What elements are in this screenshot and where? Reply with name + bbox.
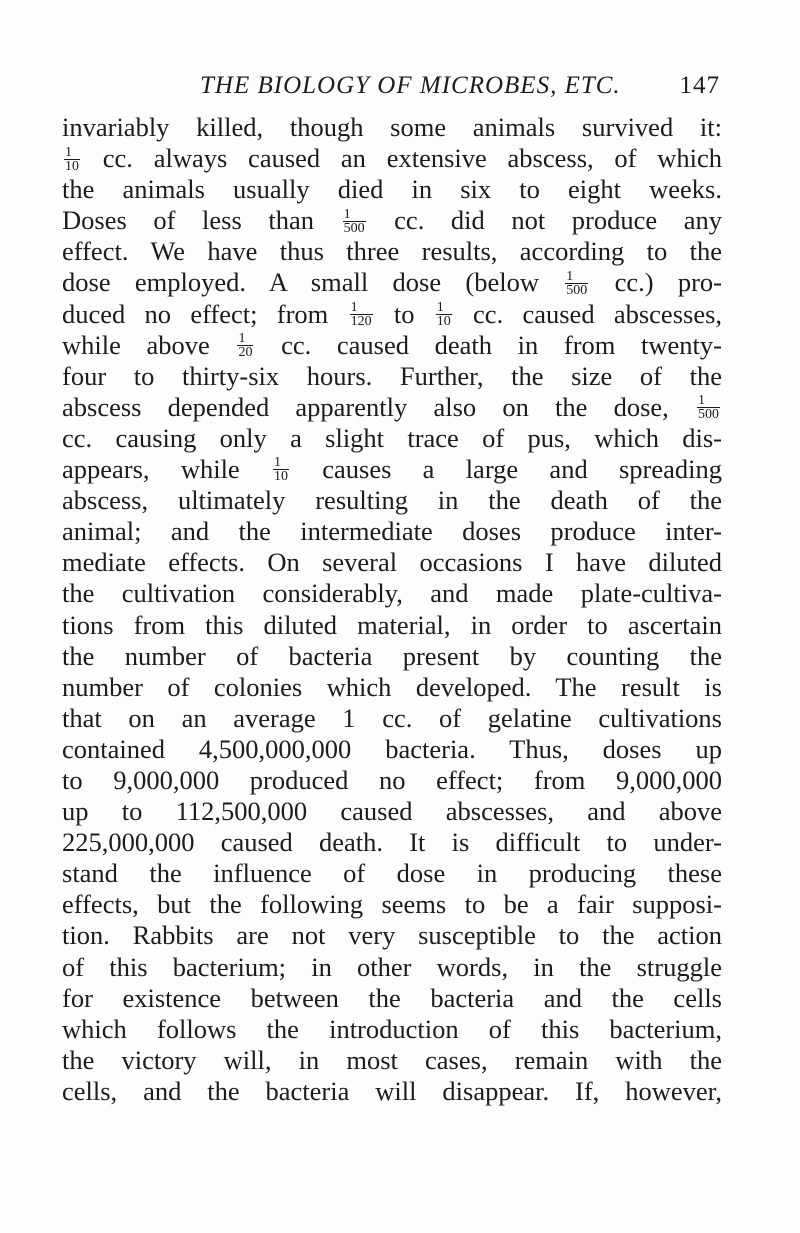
text-line: the number of bacteria present by counting the [62, 640, 722, 671]
text-line: for existence between the bacteria and the cells [62, 982, 722, 1013]
fraction-one-tenth: $\frac{1}{10}$ [65, 144, 79, 174]
text-line: appears, while $\frac{1}{10}$ causes a large and spreading [62, 454, 722, 485]
text-line: Doses of less than $\frac{1}{500}$ cc. did not produce any [62, 205, 722, 236]
fraction-one-hundred-twentieth: $\frac{1}{120}$ [350, 299, 372, 329]
fraction-one-tenth: $\frac{1}{10}$ [436, 299, 451, 329]
text-line: stand the influence of dose in producing these [62, 858, 722, 889]
text-line: cells, and the bacteria will disappear. If, however, [62, 1075, 722, 1106]
fraction-one-five-hundredth: $\frac{1}{500}$ [698, 393, 720, 423]
text-line: tion. Rabbits are not very susceptible to the action [62, 920, 722, 951]
text-line: 225,000,000 caused death. It is difficult to under- [62, 827, 722, 858]
text-line: that on an average 1 cc. of gelatine cultivations [62, 702, 722, 733]
text-line: abscess, ultimately resulting in the death of the [62, 485, 722, 516]
text-line: contained 4,500,000,000 bacteria. Thus, doses up [62, 733, 722, 764]
text-line: abscess depended apparently also on the dose, $\frac{1}{500}$ [62, 391, 720, 423]
text-line: effects, but the following seems to be a fair supposi- [62, 889, 722, 920]
text-line: cc. causing only a slight trace of pus, which dis- [62, 422, 722, 453]
text-line: four to thirty-six hours. Further, the size of the [62, 360, 722, 391]
text-line: which follows the introduction of this bacterium, [62, 1013, 722, 1044]
text-line: to 9,000,000 produced no effect; from 9,000,000 [62, 764, 722, 795]
text-line: tions from this diluted material, in order to ascertain [62, 609, 722, 640]
text-line: effect. We have thus three results, according to the [62, 236, 722, 267]
text-line: the animals usually died in six to eight weeks. [62, 174, 722, 205]
fraction-one-twentieth: $\frac{1}{20}$ [238, 331, 253, 361]
fraction-one-five-hundredth: $\frac{1}{500}$ [343, 206, 365, 236]
text-line: dose employed. A small dose (below $\frac{1}{500}$ cc.) pro- [62, 267, 722, 298]
body-text [62, 112, 722, 1107]
fraction-one-tenth: $\frac{1}{10}$ [273, 455, 288, 485]
text-line: duced no effect; from $\frac{1}{120}$ to $\frac{1}{10}$ cc. caused abscesses, [62, 298, 723, 329]
text-line: number of colonies which developed. The result is [62, 671, 722, 702]
text-line: up to 112,500,000 caused abscesses, and above [62, 796, 722, 827]
text-line: invariably killed, though some animals survived it: [62, 112, 722, 142]
text-line: while above $\frac{1}{20}$ cc. caused death in from twenty- [62, 329, 722, 361]
text-line: the victory will, in most cases, remain with the [62, 1044, 722, 1075]
text-line: mediate effects. On several occasions I have diluted [62, 547, 722, 578]
text-line: $\frac{1}{10}$ cc. always caused an extensive abscess, of which [65, 143, 723, 174]
text-line: the cultivation considerably, and made plate-cultiva- [62, 578, 722, 609]
running-head-title: THE BIOLOGY OF MICROBES, ETC. [200, 72, 621, 99]
fraction-one-five-hundredth: $\frac{1}{500}$ [566, 268, 588, 298]
text-line: animal; and the intermediate doses produce inter- [62, 516, 722, 547]
page-number: 147 [679, 72, 720, 99]
text-line: of this bacterium; in other words, in the struggle [62, 951, 722, 982]
